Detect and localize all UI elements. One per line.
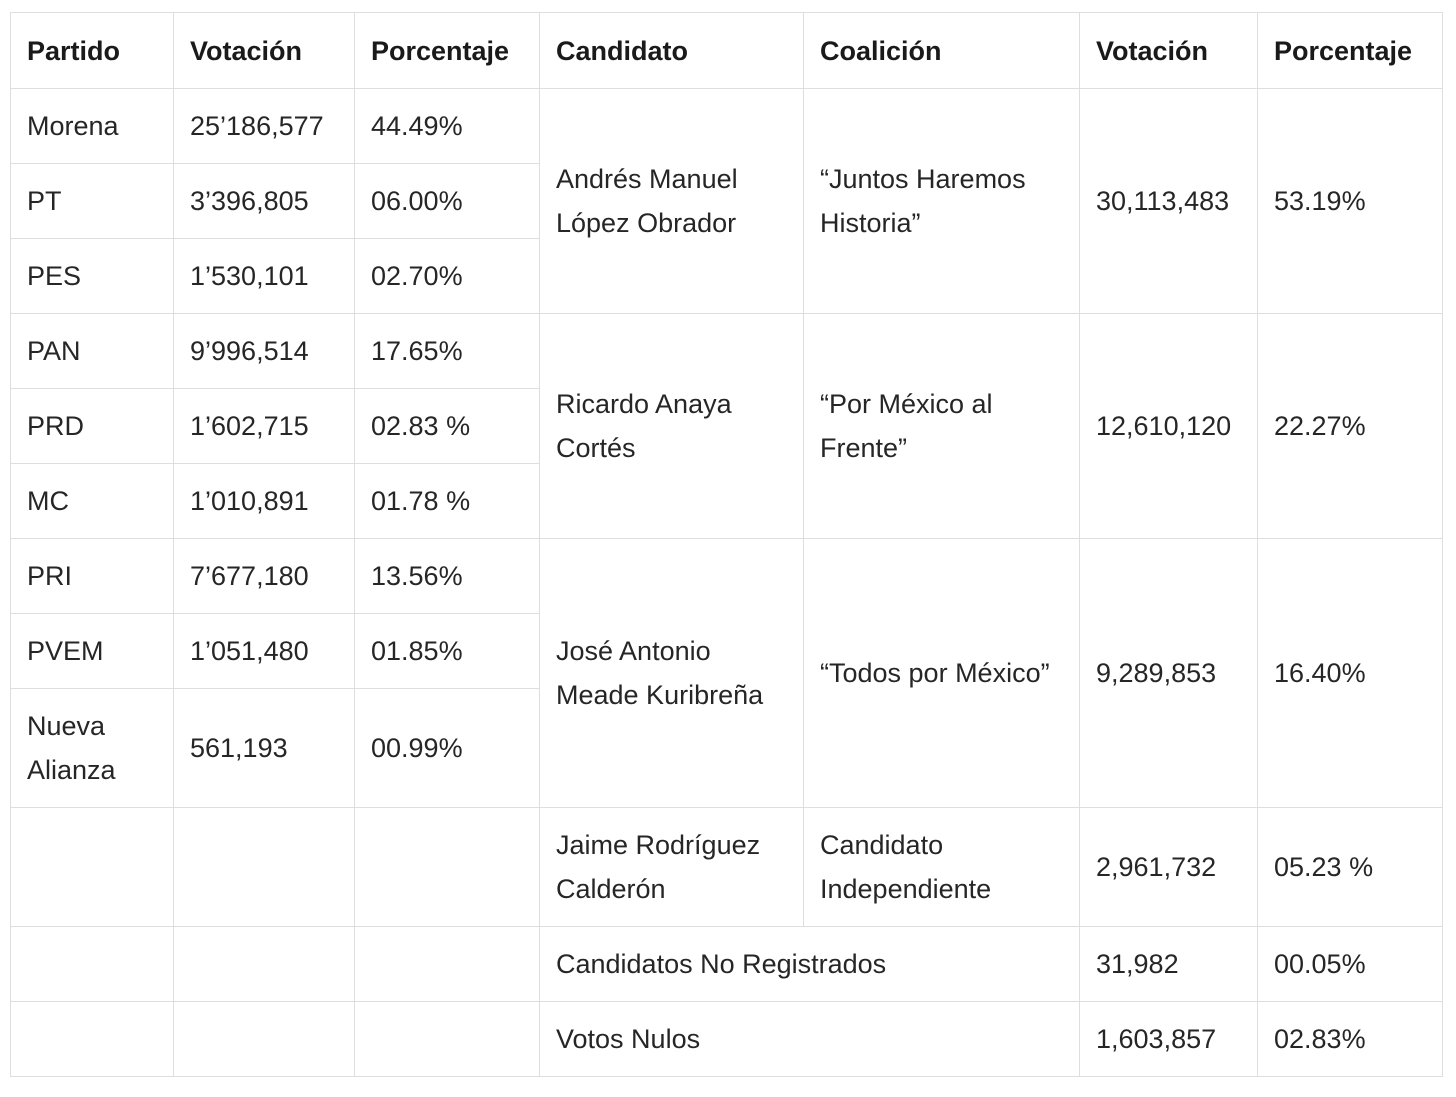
party-name: PAN bbox=[11, 314, 174, 389]
header-porcentaje-candidato: Porcentaje bbox=[1258, 13, 1443, 89]
candidate-votes: 2,961,732 bbox=[1080, 808, 1258, 927]
empty-cell bbox=[174, 808, 355, 927]
table-row bbox=[11, 539, 1443, 614]
party-name: Nueva Alianza bbox=[11, 689, 174, 808]
party-name: Morena bbox=[11, 89, 174, 164]
empty-cell bbox=[174, 1002, 355, 1077]
empty-cell bbox=[174, 927, 355, 1002]
party-name: MC bbox=[11, 464, 174, 539]
header-votacion-partido: Votación bbox=[174, 13, 355, 89]
empty-cell bbox=[11, 1002, 174, 1077]
candidate-votes: 9,289,853 bbox=[1080, 539, 1258, 808]
table-row bbox=[11, 927, 1443, 1002]
coalition-name: “Juntos Haremos Historia” bbox=[804, 89, 1080, 314]
party-percent: 06.00% bbox=[355, 164, 540, 239]
party-votes: 9’996,514 bbox=[174, 314, 355, 389]
candidate-percent: 05.23 % bbox=[1258, 808, 1443, 927]
null-votes-label: Votos Nulos bbox=[540, 1002, 1080, 1077]
party-percent: 17.65% bbox=[355, 314, 540, 389]
party-votes: 25’186,577 bbox=[174, 89, 355, 164]
party-percent: 01.85% bbox=[355, 614, 540, 689]
party-votes: 1’010,891 bbox=[174, 464, 355, 539]
table-row bbox=[11, 1002, 1443, 1077]
party-percent: 02.70% bbox=[355, 239, 540, 314]
party-votes: 561,193 bbox=[174, 689, 355, 808]
candidate-votes: 12,610,120 bbox=[1080, 314, 1258, 539]
candidate-percent: 22.27% bbox=[1258, 314, 1443, 539]
header-porcentaje-partido: Porcentaje bbox=[355, 13, 540, 89]
table-row bbox=[11, 314, 1443, 389]
unregistered-percent: 00.05% bbox=[1258, 927, 1443, 1002]
header-partido: Partido bbox=[11, 13, 174, 89]
party-percent: 13.56% bbox=[355, 539, 540, 614]
candidate-votes: 30,113,483 bbox=[1080, 89, 1258, 314]
election-results-table bbox=[10, 12, 1443, 1077]
empty-cell bbox=[355, 1002, 540, 1077]
results-table-wrapper bbox=[10, 12, 1443, 1077]
party-percent: 01.78 % bbox=[355, 464, 540, 539]
party-votes: 3’396,805 bbox=[174, 164, 355, 239]
party-votes: 1’051,480 bbox=[174, 614, 355, 689]
empty-cell bbox=[11, 927, 174, 1002]
header-coalicion: Coalición bbox=[804, 13, 1080, 89]
party-name: PRI bbox=[11, 539, 174, 614]
party-name: PVEM bbox=[11, 614, 174, 689]
empty-cell bbox=[355, 808, 540, 927]
candidate-percent: 53.19% bbox=[1258, 89, 1443, 314]
candidate-name: Jaime Rodríguez Calderón bbox=[540, 808, 804, 927]
party-name: PT bbox=[11, 164, 174, 239]
party-name: PES bbox=[11, 239, 174, 314]
unregistered-votes: 31,982 bbox=[1080, 927, 1258, 1002]
header-row bbox=[11, 13, 1443, 89]
header-votacion-candidato: Votación bbox=[1080, 13, 1258, 89]
unregistered-candidates-label: Candidatos No Registrados bbox=[540, 927, 1080, 1002]
party-percent: 02.83 % bbox=[355, 389, 540, 464]
candidate-name: José Antonio Meade Kuribreña bbox=[540, 539, 804, 808]
header-candidato: Candidato bbox=[540, 13, 804, 89]
party-votes: 1’602,715 bbox=[174, 389, 355, 464]
party-votes: 7’677,180 bbox=[174, 539, 355, 614]
empty-cell bbox=[11, 808, 174, 927]
coalition-name: “Por México al Frente” bbox=[804, 314, 1080, 539]
null-votes: 1,603,857 bbox=[1080, 1002, 1258, 1077]
empty-cell bbox=[355, 927, 540, 1002]
table-row bbox=[11, 808, 1443, 927]
party-name: PRD bbox=[11, 389, 174, 464]
candidate-percent: 16.40% bbox=[1258, 539, 1443, 808]
candidate-name: Ricardo Anaya Cortés bbox=[540, 314, 804, 539]
table-row bbox=[11, 89, 1443, 164]
coalition-name: Candidato Independiente bbox=[804, 808, 1080, 927]
party-percent: 44.49% bbox=[355, 89, 540, 164]
coalition-name: “Todos por México” bbox=[804, 539, 1080, 808]
null-votes-percent: 02.83% bbox=[1258, 1002, 1443, 1077]
candidate-name: Andrés Manuel López Obrador bbox=[540, 89, 804, 314]
party-percent: 00.99% bbox=[355, 689, 540, 808]
party-votes: 1’530,101 bbox=[174, 239, 355, 314]
